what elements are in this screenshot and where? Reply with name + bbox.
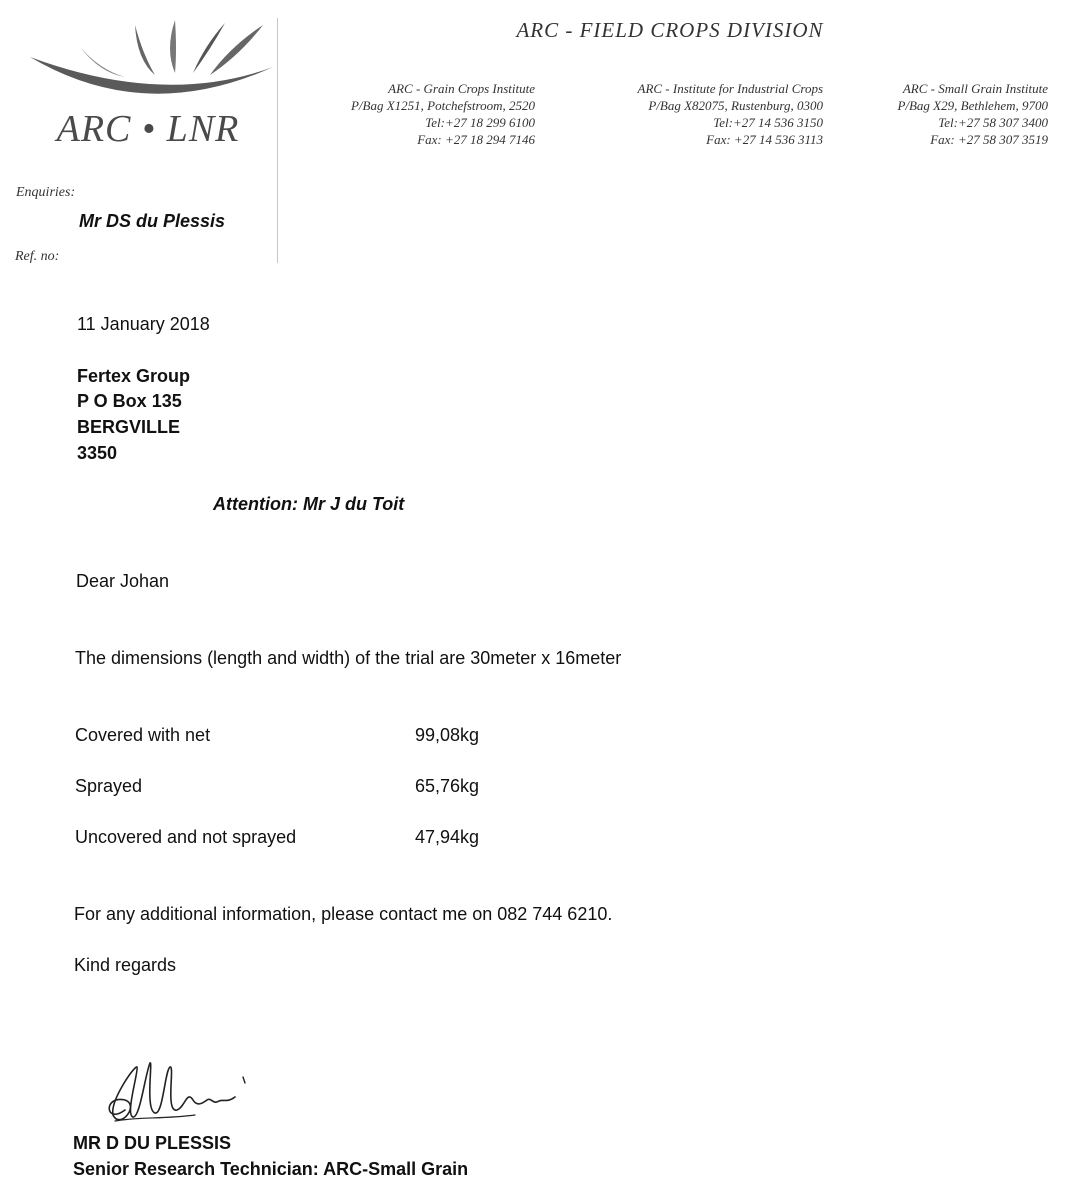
institute-fax: Fax: +27 18 294 7146 (417, 132, 535, 147)
arc-logo (25, 15, 275, 165)
handwritten-signature (95, 1055, 265, 1133)
institute-tel: Tel:+27 58 307 3400 (938, 115, 1048, 130)
institute-name: ARC - Small Grain Institute (902, 81, 1048, 96)
institute-fax: Fax: +27 58 307 3519 (930, 132, 1048, 147)
contact-sentence: For any additional information, please contact me on 082 744 6210. (74, 904, 613, 924)
institute-grain-crops (290, 80, 535, 148)
institute-name: ARC - Grain Crops Institute (388, 81, 535, 96)
result-value: 47,94kg (415, 827, 480, 847)
result-label: Uncovered and not sprayed (75, 827, 297, 847)
institute-industrial-crops (578, 80, 823, 148)
recipient-line: BERGVILLE (77, 417, 181, 437)
division-title: ARC - FIELD CROPS DIVISION (516, 18, 824, 42)
institute-address: P/Bag X82075, Rustenburg, 0300 (648, 98, 823, 113)
result-value: 65,76kg (415, 776, 480, 796)
ref-label: Ref. no: (15, 249, 60, 264)
institute-tel: Tel:+27 18 299 6100 (425, 115, 535, 130)
result-value: 99,08kg (415, 725, 480, 745)
logo-text: ARC • LNR (56, 108, 240, 150)
header-divider (277, 18, 278, 263)
result-label: Sprayed (75, 776, 143, 796)
signatory-name: MR D DU PLESSIS (73, 1133, 232, 1153)
institute-tel: Tel:+27 14 536 3150 (713, 115, 823, 130)
logo-swoosh-icon (25, 15, 275, 115)
institute-address: P/Bag X1251, Potchefstroom, 2520 (350, 98, 535, 113)
enquiries-name: Mr DS du Plessis (79, 211, 226, 231)
signature-icon (95, 1055, 265, 1133)
enquiries-label: Enquiries: (16, 185, 76, 200)
institute-small-grain (803, 80, 1048, 148)
salutation: Dear Johan (76, 571, 170, 591)
result-label: Covered with net (75, 725, 211, 745)
institute-address: P/Bag X29, Bethlehem, 9700 (897, 98, 1048, 113)
signatory-title: Senior Research Technician: ARC-Small Grain (73, 1159, 469, 1179)
recipient-line: 3350 (77, 443, 118, 463)
attention-line: Attention: Mr J du Toit (213, 494, 405, 514)
recipient-line: P O Box 135 (77, 391, 182, 411)
recipient-line: Fertex Group (77, 366, 191, 386)
institute-name: ARC - Institute for Industrial Crops (637, 81, 823, 96)
trial-dimensions: The dimensions (length and width) of the trial are 30meter x 16meter (75, 648, 622, 668)
closing: Kind regards (74, 955, 177, 975)
letter-date: 11 January 2018 (77, 314, 210, 334)
institute-fax: Fax: +27 14 536 3113 (706, 132, 823, 147)
